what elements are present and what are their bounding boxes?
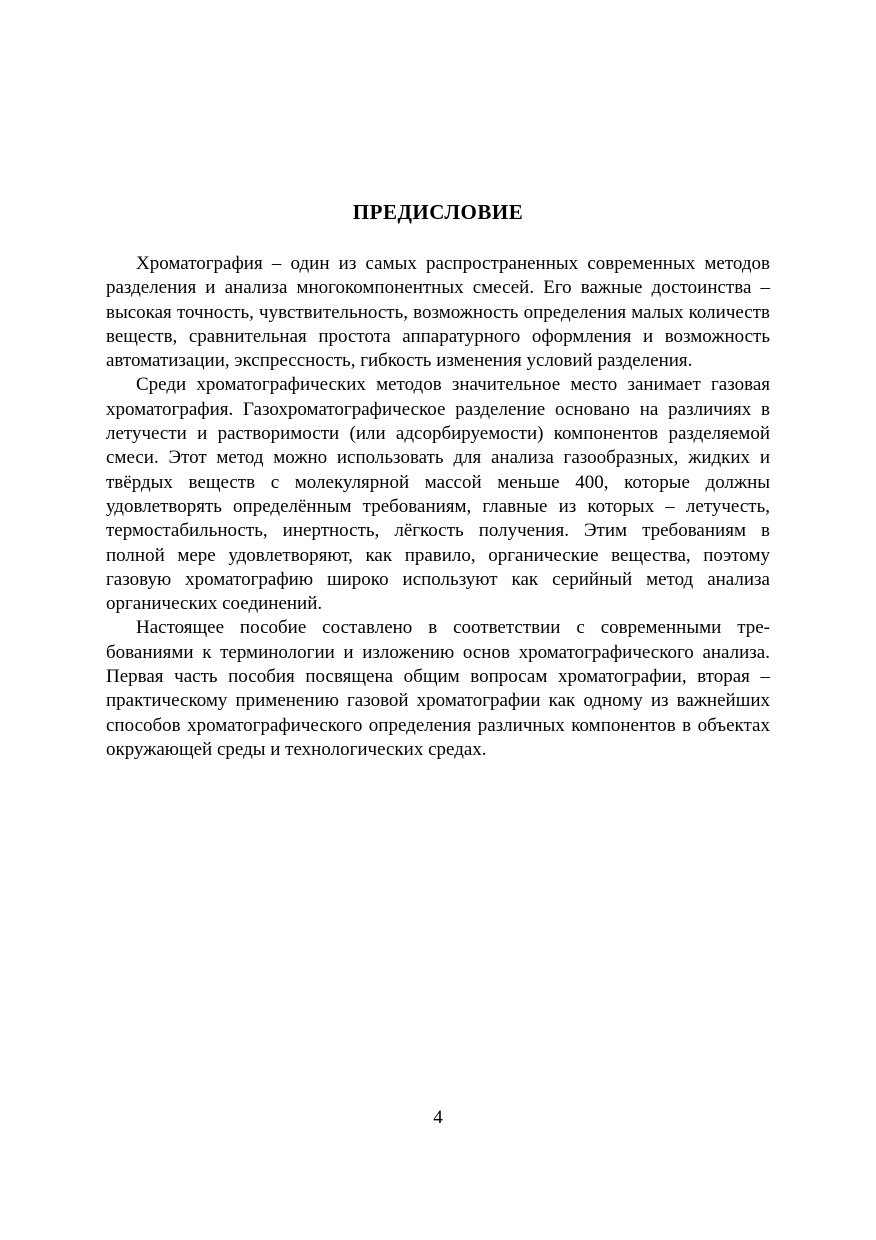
page-number: 4: [433, 1107, 443, 1128]
page-title: ПРЕДИСЛОВИЕ: [352, 200, 524, 224]
paragraph-2: Среди хроматографических методов значительное место занимает газовая хроматография. Газохроматографическое разделение основано на различиях в летучести и растворимости (или адсорбируемости) компонентов разделяемой смеси. Этот метод можно использовать для анализа газообразных, жидких и твёрдых веществ с молекулярной массой меньше 400, которые должны удовлетворять определённым требованиям, главные из которых – летучесть, термостабильность, инертность, лёгкость получения. Этим требованиям в полной мере удовлетворяют, как правило, органические вещества, поэтому газовую хроматографию широко используют как серийный метод анализа органических соединений.: [106, 374, 770, 615]
paragraph-3: Настоящее пособие составлено в соответствии с современными требованиями к терминологии и изложению основ хроматографического анализа. Первая часть пособия посвящена общим вопросам хроматографии, вторая – практическому применению газовой хроматографии как одному из важнейших способов хроматографического определения различных компонентов в объектах окружающей среды и технологических средах.: [106, 617, 770, 760]
paragraph-1: Хроматография – один из самых распространенных современных методов разделения и анализа многокомпонентных смесей. Его важные достоинства – высокая точность, чувствительность, возможность определения малых количеств веществ, сравнительная простота аппаратурного оформления и возможность автоматизации, экспрессность, гибкость изменения условий разделения.: [106, 253, 770, 372]
preface-body: [106, 252, 770, 762]
